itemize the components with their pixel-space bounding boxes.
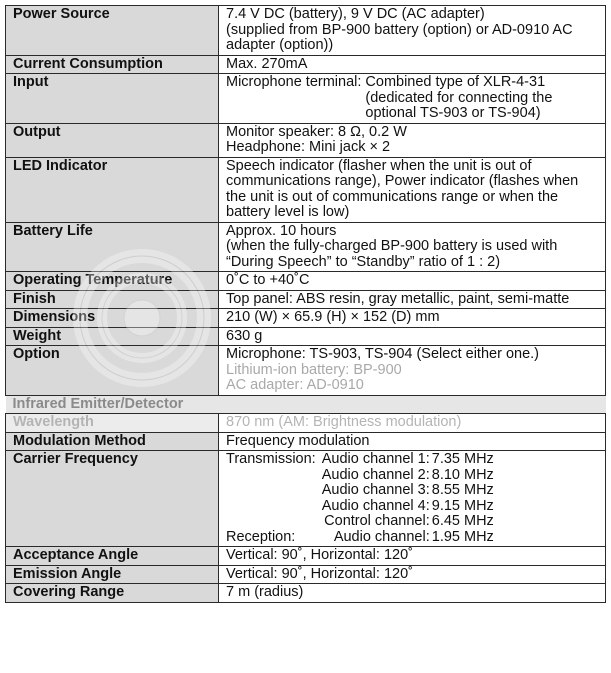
led-indicator-value: Speech indicator (flasher when the unit is out of communications range), Power indicator (flashes when the unit is out of communications range or when the battery level is low) <box>219 157 606 222</box>
power-source-value <box>219 6 606 56</box>
covering-range-label: Covering Range <box>6 584 219 603</box>
transmission-key: Transmission: <box>226 451 316 467</box>
channel-name-2: Audio channel 2: <box>321 466 430 483</box>
input-value <box>219 74 606 124</box>
row-output <box>6 123 606 157</box>
row-weight <box>6 327 606 346</box>
option-value <box>219 346 606 396</box>
row-led-indicator <box>6 157 606 222</box>
carrier-frequency-label: Carrier Frequency <box>6 451 219 547</box>
row-battery-life <box>6 222 606 272</box>
option-label: Option <box>6 346 219 396</box>
covering-range-value: 7 m (radius) <box>219 584 606 603</box>
led-indicator-label: LED Indicator <box>6 157 219 222</box>
row-modulation-method <box>6 432 606 451</box>
battery-life-value <box>219 222 606 272</box>
channel-name-4: Audio channel 4: <box>321 497 430 514</box>
reception-key: Reception: <box>226 528 296 545</box>
channel-freq-3: 8.55 MHz <box>431 482 494 498</box>
section-heading: Infrared Emitter/Detector <box>6 395 606 414</box>
row-wavelength <box>6 414 606 433</box>
row-current-consumption <box>6 55 606 74</box>
carrier-grid <box>226 452 599 545</box>
emission-angle-label: Emission Angle <box>6 565 219 584</box>
dimensions-label: Dimensions <box>6 309 219 328</box>
channel-freq-1: 7.35 MHz <box>431 451 494 467</box>
battery-life-label: Battery Life <box>6 222 219 272</box>
battery-life-line-2: (when the fully-charged BP-900 battery is used with “During Speech” to “Standby” ratio of 1 : 2) <box>226 238 558 270</box>
channel-name-5: Control channel: <box>324 513 430 529</box>
row-dimensions <box>6 309 606 328</box>
row-finish <box>6 290 606 309</box>
channel-freq-4: 9.15 MHz <box>431 497 494 514</box>
finish-label: Finish <box>6 290 219 309</box>
row-emission-angle <box>6 565 606 584</box>
power-source-label: Power Source <box>6 6 219 56</box>
channel-name-1: Audio channel 1: <box>321 451 430 467</box>
input-key: Microphone terminal: <box>226 74 362 90</box>
channel-freq-5: 6.45 MHz <box>431 513 494 529</box>
option-line-2: Lithium-ion battery: BP-900 <box>226 361 402 378</box>
row-operating-temperature <box>6 272 606 291</box>
channel-name-3: Audio channel 3: <box>321 482 430 498</box>
weight-label: Weight <box>6 327 219 346</box>
option-line-1: Microphone: TS-903, TS-904 (Select either one.) <box>226 346 539 362</box>
output-line-1: Monitor speaker: 8 Ω, 0.2 W <box>226 123 407 140</box>
weight-value: 630 g <box>219 327 606 346</box>
current-consumption-value: Max. 270mA <box>219 55 606 74</box>
power-source-text: 7.4 V DC (battery), 9 V DC (AC adapter) (supplied from BP-900 battery (option) or AD-0910 AC adapter (option)) <box>226 6 573 53</box>
row-carrier-frequency <box>6 451 606 547</box>
channel-freq-6: 1.95 MHz <box>431 528 494 545</box>
row-acceptance-angle <box>6 547 606 566</box>
operating-temperature-value: 0˚C to +40˚C <box>219 272 606 291</box>
output-label: Output <box>6 123 219 157</box>
carrier-frequency-value <box>219 451 606 547</box>
row-covering-range <box>6 584 606 603</box>
spec-table <box>5 5 606 603</box>
emission-angle-value: Vertical: 90˚, Horizontal: 120˚ <box>219 565 606 584</box>
wavelength-value: 870 nm (AM: Brightness modulation) <box>219 414 606 433</box>
operating-temperature-label: Operating Temperature <box>6 272 219 291</box>
dimensions-value: 210 (W) × 65.9 (H) × 152 (D) mm <box>219 309 606 328</box>
finish-value: Top panel: ABS resin, gray metallic, paint, semi-matte <box>219 290 606 309</box>
row-option <box>6 346 606 396</box>
row-input <box>6 74 606 124</box>
channel-name-6: Audio channel: <box>333 528 430 545</box>
output-value <box>219 123 606 157</box>
output-line-2: Headphone: Mini jack × 2 <box>226 139 391 155</box>
modulation-method-value: Frequency modulation <box>219 432 606 451</box>
wavelength-label: Wavelength <box>6 414 219 433</box>
option-line-3: AC adapter: AD-0910 <box>226 377 364 393</box>
input-grid <box>226 75 599 122</box>
input-label: Input <box>6 74 219 124</box>
input-text: Combined type of XLR-4-31 (dedicated for connecting the optional TS-903 or TS-904) <box>365 74 553 121</box>
current-consumption-label: Current Consumption <box>6 55 219 74</box>
acceptance-angle-value: Vertical: 90˚, Horizontal: 120˚ <box>219 547 606 566</box>
acceptance-angle-label: Acceptance Angle <box>6 547 219 566</box>
channel-freq-2: 8.10 MHz <box>431 466 494 483</box>
modulation-method-label: Modulation Method <box>6 432 219 451</box>
row-section-infrared <box>6 395 606 414</box>
row-power-source <box>6 6 606 56</box>
battery-life-line-1: Approx. 10 hours <box>226 222 337 239</box>
